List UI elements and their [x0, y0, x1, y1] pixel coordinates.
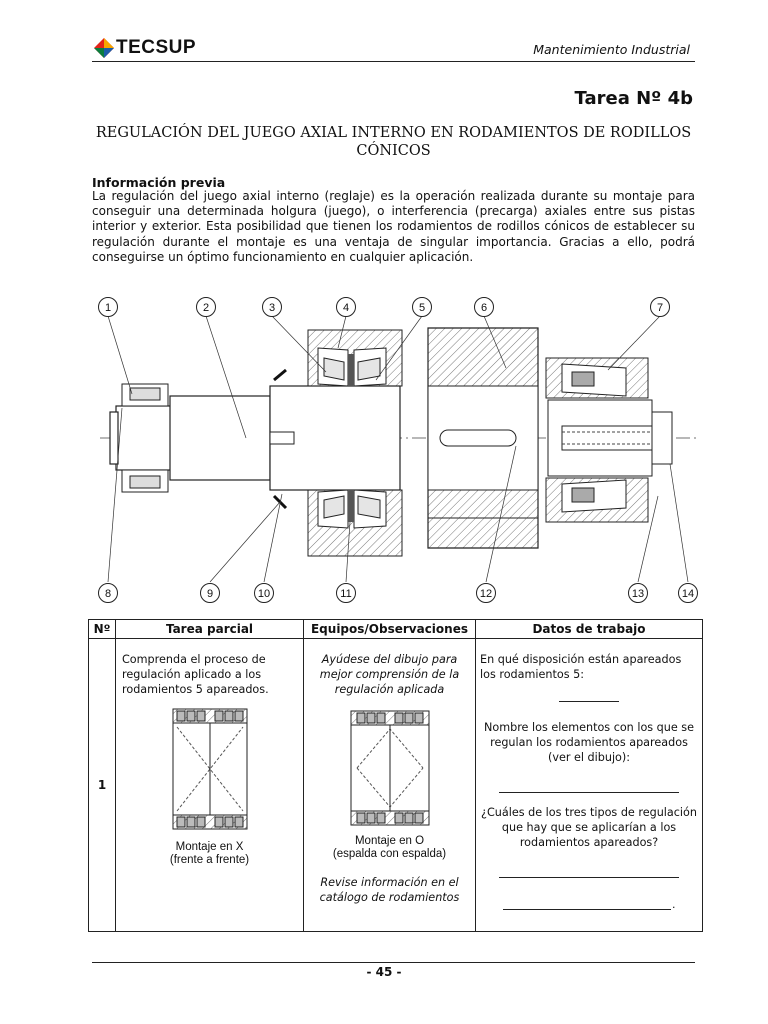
answer-blank-4	[503, 908, 671, 910]
callout-5: 5	[418, 302, 426, 314]
footer-divider	[92, 962, 695, 963]
callout-7: 7	[656, 302, 664, 314]
header-tarea-parcial: Tarea parcial	[116, 620, 304, 639]
callout-14: 14	[681, 588, 695, 600]
callout-4: 4	[342, 302, 350, 314]
callout-10: 10	[257, 588, 271, 600]
callout-12: 12	[479, 588, 493, 600]
bearing-assembly-drawing	[86, 288, 708, 606]
answer-blank-3	[499, 876, 679, 878]
montaje-x-diagram	[171, 707, 249, 831]
montaje-o-subcaption: (espalda con espalda)	[332, 848, 447, 860]
callout-8: 8	[104, 588, 112, 600]
table-header-row	[89, 620, 703, 639]
question-1: En qué disposición están apareados los rodamientos 5:	[480, 653, 682, 681]
montaje-o-caption: Montaje en O	[354, 835, 425, 847]
question-2: Nombre los elementos con los que se regulan los rodamientos apareados (ver el dibujo):	[483, 721, 695, 764]
callout-2: 2	[202, 302, 210, 314]
info-heading: Información previa	[92, 175, 226, 190]
montaje-o-diagram	[349, 709, 431, 827]
header-datos: Datos de trabajo	[476, 620, 703, 639]
montaje-x-caption: Montaje en X	[175, 841, 244, 853]
callout-13: 13	[631, 588, 645, 600]
logo-text: TECSUP	[116, 37, 197, 58]
header-equipos: Equipos/Observaciones	[304, 620, 476, 639]
table-row	[89, 639, 703, 932]
equipos-cell	[304, 639, 476, 932]
task-label: Tarea Nº 4b	[574, 88, 693, 109]
callout-11: 11	[340, 588, 352, 600]
row-number: 1	[89, 639, 116, 932]
tecsup-logo	[92, 36, 202, 60]
tarea-parcial-text: Comprenda el proceso de regulación aplicado a los rodamientos 5 apareados.	[122, 653, 269, 696]
equipos-catalog-note: Revise información en el catálogo de rodamientos	[319, 876, 460, 904]
page-title-line-2: CÓNICOS	[356, 143, 431, 159]
page-title-line-1: REGULACIÓN DEL JUEGO AXIAL INTERNO EN RODAMIENTOS DE RODILLOS	[95, 125, 692, 141]
header-divider	[92, 61, 695, 62]
equipos-hint: Ayúdese del dibujo para mejor comprensión de la regulación aplicada	[319, 653, 460, 696]
end-dot: .	[672, 898, 676, 911]
answer-blank-4-wrap	[503, 898, 675, 910]
callout-3: 3	[268, 302, 276, 314]
callout-6: 6	[480, 302, 488, 314]
tecsup-logo-icon	[92, 36, 116, 60]
header-course-title: Mantenimiento Industrial	[533, 42, 690, 57]
callout-9: 9	[206, 588, 214, 600]
datos-cell	[476, 639, 703, 932]
montaje-x-subcaption: (frente a frente)	[169, 854, 250, 866]
tarea-parcial-cell	[116, 639, 304, 932]
task-table	[88, 619, 703, 932]
page-title	[92, 124, 695, 160]
callout-1: 1	[104, 302, 112, 314]
info-paragraph: La regulación del juego axial interno (reglaje) es la operación realizada durante su montaje para conseguir una determinada holgura (juego), o interferencia (precarga) axiales entre sus pistas interior y exterior. Esta posibilidad que tienen los rodamientos de rodillos cónicos de establecer su regulación durante el montaje es una ventaja de singular importancia. Gracias a ello, podrá conseguirse un óptimo funcionamiento en cualquier aplicación.	[92, 189, 695, 264]
page-number: - 45 -	[366, 965, 402, 979]
question-3: ¿Cuáles de los tres tipos de regulación que hay que se aplicarían a los rodamientos apareados?	[481, 806, 697, 849]
header-num: Nº	[89, 620, 116, 639]
